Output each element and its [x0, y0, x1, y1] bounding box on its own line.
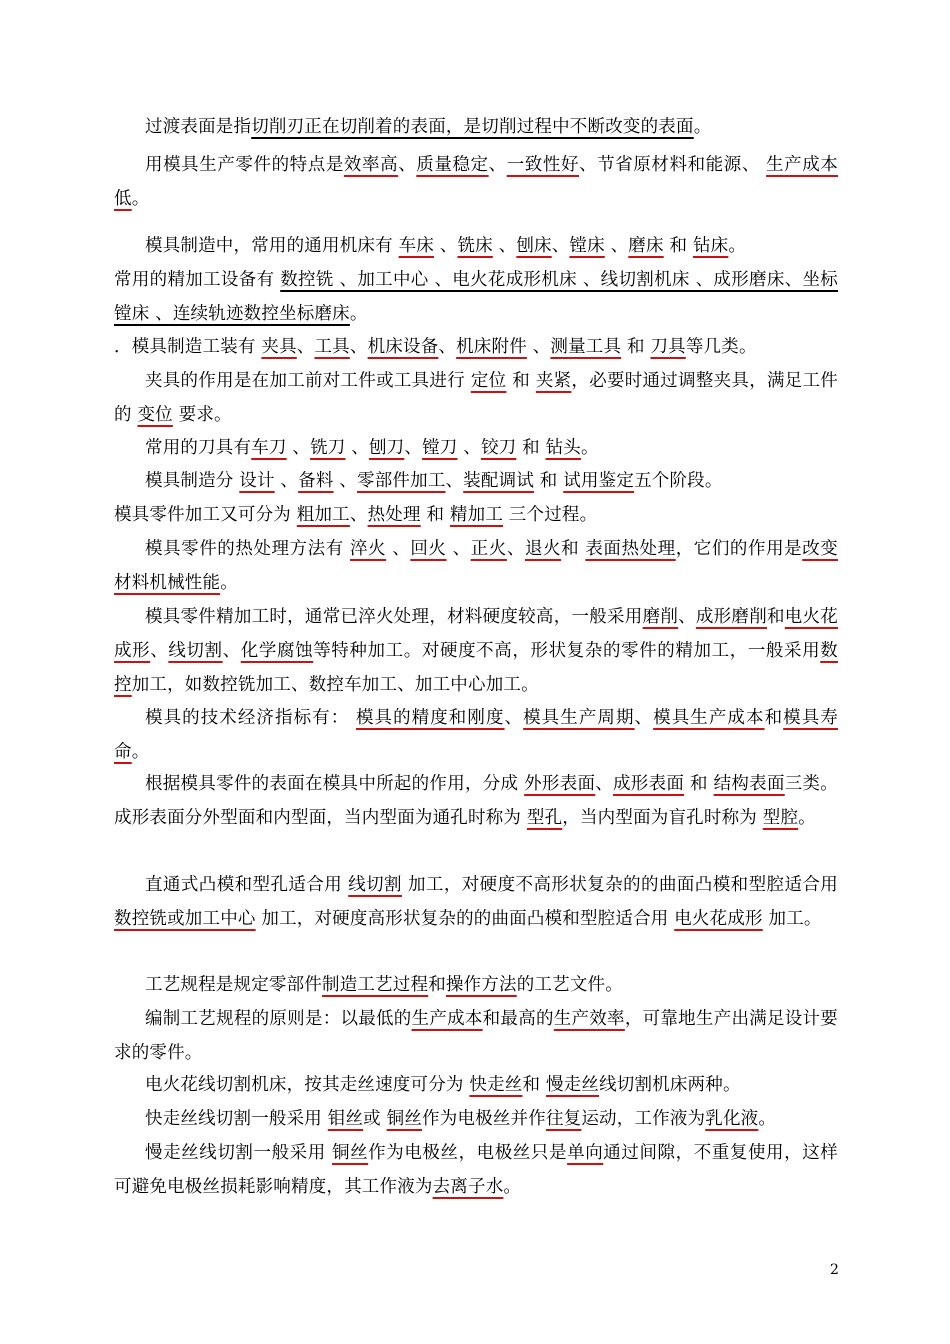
underlined-answer: 定位: [470, 371, 507, 391]
underlined-answer: 电火花成形: [674, 909, 763, 929]
text-run: ，它们的作用是: [675, 539, 803, 559]
underlined-answer: 装配调试: [463, 471, 535, 491]
paragraph-3: [114, 229, 838, 263]
underlined-answer: 质量稳定: [416, 155, 489, 175]
text-run: 电火花线切割机床，按其走丝速度可分为: [145, 1075, 470, 1095]
underlined-answer: 磨床: [628, 236, 664, 256]
paragraph-18: [114, 1102, 838, 1136]
paragraph-14: [114, 868, 838, 936]
paragraph-1: [114, 110, 838, 144]
text-run: 快走丝线切割一般采用: [145, 1109, 328, 1129]
underlined-answer: 快走丝: [469, 1075, 523, 1095]
underlined-answer: 机床设备: [367, 337, 439, 357]
underlined-answer: 型孔: [526, 808, 563, 828]
underlined-answer: 效率高: [343, 155, 399, 175]
underlined-answer: 铣刀: [310, 438, 346, 458]
text-run: 、: [150, 641, 169, 661]
underlined-answer: 测量工具: [550, 337, 622, 357]
underlined-answer: 退火: [524, 539, 562, 559]
text-run: 模具制造中，常用的通用机床有: [145, 236, 399, 256]
text-run: 、: [445, 471, 464, 491]
text-run: 和: [420, 505, 450, 525]
underlined-answer: 钻床: [692, 236, 729, 256]
underlined-answer: 铜丝: [386, 1109, 423, 1129]
paragraph-17: [114, 1068, 838, 1102]
paragraph-4: [114, 263, 838, 331]
underlined-answer: 制造工艺过程: [322, 975, 429, 995]
text-run: 、: [438, 337, 457, 357]
underlined-answer: 慢走丝: [545, 1075, 600, 1095]
text-run: 、: [349, 505, 368, 525]
underlined-answer: 镗床: [569, 236, 605, 256]
text-run: 过渡表面是指: [145, 117, 252, 137]
underlined-answer: 设计: [239, 471, 275, 491]
underlined-answer: 乳化液: [705, 1109, 759, 1129]
underlined-answer: 模具的精度和刚度: [355, 708, 505, 728]
text-run: 和: [764, 708, 784, 728]
paragraph-10: [114, 532, 838, 600]
text-run: 。: [131, 189, 150, 209]
text-run: 。: [728, 236, 747, 256]
text-run: 、: [488, 155, 507, 175]
text-run: 和最高的: [482, 1009, 554, 1029]
text-run: 和: [561, 539, 586, 559]
text-run: 、: [333, 471, 358, 491]
text-run: 和: [766, 607, 785, 627]
text-run: 常用的刀具有: [145, 438, 252, 458]
text-run: 。: [503, 1177, 522, 1197]
underlined-answer: 数控铣或加工中心: [114, 909, 256, 929]
underlined-answer: 电火花成形: [114, 607, 839, 661]
underlined-answer: 铜丝: [332, 1143, 369, 1163]
underlined-answer: 单向: [567, 1143, 604, 1163]
text-run: 模具的技术经济指标有：: [145, 708, 356, 728]
underlined-answer: 钻头: [545, 438, 581, 458]
text-run: 加工，对硬度不高形状复杂的的曲面凸模和型腔适合用: [401, 875, 838, 895]
underlined-answer: 车刀: [251, 438, 287, 458]
text-run: 慢走丝线切割一般采用: [145, 1143, 332, 1163]
underlined-answer: 正火: [470, 539, 507, 559]
text-run: 、: [404, 438, 423, 458]
paragraph-8: [114, 464, 838, 498]
text-run: 三个过程。: [503, 505, 598, 525]
text-run: 、: [274, 471, 299, 491]
text-run: 夹具的作用是在加工前对工件或工具进行: [145, 371, 471, 391]
text-run: 。: [798, 808, 816, 828]
underlined-answer: 磨削: [642, 607, 679, 627]
text-run: 、: [551, 236, 570, 256]
underlined-answer: 钼丝: [327, 1109, 364, 1129]
paragraph-6: [114, 364, 838, 432]
underlined-answer: 成形磨削: [695, 607, 767, 627]
underlined-answer: 回火: [410, 539, 447, 559]
underlined-answer: 车床: [398, 236, 434, 256]
underlined-answer: 铰刀: [480, 438, 517, 458]
text-run: 或: [363, 1109, 387, 1129]
text-run: 和: [516, 438, 546, 458]
underlined-answer: 生产成本低: [114, 155, 838, 209]
text-run: 。: [349, 304, 368, 324]
underlined-answer: 外形表面: [524, 774, 596, 794]
text-run: 加工，如数控铣加工、数控车加工、加工中心加工。: [131, 675, 539, 695]
underlined-answer: 成形表面: [613, 774, 685, 794]
underlined-answer: 镗刀: [422, 438, 458, 458]
text-run: 作为电极丝并作: [422, 1109, 546, 1129]
underlined-answer: 型腔: [762, 808, 799, 828]
text-run: 、: [398, 155, 417, 175]
text-run: 。: [758, 1109, 777, 1129]
text-run: 、: [433, 236, 458, 256]
underlined-answer: 化学腐蚀: [240, 641, 314, 661]
text-run: ，当内型面为盲孔时称为: [562, 808, 763, 828]
text-run: ，必要时通过调整夹具，满足工件的: [114, 371, 838, 425]
paragraph-15: [114, 968, 838, 1002]
text-run: 、: [634, 708, 654, 728]
text-run: 编制工艺规程的原则是：以最低的: [145, 1009, 412, 1029]
text-run: 、: [526, 337, 551, 357]
paragraph-13: [114, 767, 838, 835]
underlined-answer: 刀具: [650, 337, 686, 357]
text-run: 和: [506, 371, 536, 391]
text-run: 、: [222, 641, 241, 661]
text-run: 五个阶段。: [634, 471, 723, 491]
underlined-answer: 改变材料机械性能: [114, 539, 839, 593]
paragraph-7: [114, 431, 838, 465]
text-run: 加工。: [762, 909, 822, 929]
text-run: 模具零件加工又可分为: [114, 505, 297, 525]
underlined-answer: 夹具: [261, 337, 297, 357]
text-run: 和: [534, 471, 564, 491]
underlined-answer: 夹紧: [535, 371, 572, 391]
underlined-answer: 线切割: [168, 641, 223, 661]
underlined-answer: 模具生产成本: [653, 708, 765, 728]
text-run: 、: [286, 438, 311, 458]
text-run: ．模具制造工装有: [114, 337, 262, 357]
underlined-answer: 试用鉴定: [563, 471, 635, 491]
text-run: 。: [220, 573, 238, 593]
text-run: 和: [684, 774, 714, 794]
page-number: 2: [830, 1262, 839, 1278]
text-run: 。: [693, 117, 712, 137]
text-run: 运动，工作液为: [581, 1109, 706, 1129]
underlined-answer: 操作方法: [445, 975, 517, 995]
text-run: 。: [131, 742, 150, 762]
underlined-answer: 切削刃正在切削着的表面，是切削过程中不断改变的表面: [251, 117, 694, 137]
underlined-answer: 数控铣 、加工中心 、电火花成形机床 、线切割机床 、成形磨床、坐标镗床 、连续轨迹数控坐标磨床: [114, 270, 838, 324]
text-run: 、: [457, 438, 481, 458]
underlined-answer: 备料: [298, 471, 334, 491]
underlined-answer: 工具: [314, 337, 350, 357]
underlined-answer: 模具生产周期: [523, 708, 635, 728]
paragraph-16: [114, 1002, 838, 1070]
underlined-answer: 铣床: [457, 236, 493, 256]
underlined-answer: 机床附件: [456, 337, 527, 357]
text-run: 的工艺文件。: [516, 975, 623, 995]
underlined-answer: 刨床: [516, 236, 552, 256]
underlined-answer: 淬火: [349, 539, 387, 559]
underlined-answer: 精加工: [449, 505, 504, 525]
text-run: 直通式凸模和型孔适合用: [145, 875, 349, 895]
text-run: 根据模具零件的表面在模具中所起的作用，分成: [145, 774, 525, 794]
paragraph-9: [114, 498, 838, 532]
text-run: 、: [386, 539, 411, 559]
text-run: 要求。: [172, 405, 232, 425]
underlined-answer: 刨刀: [368, 438, 405, 458]
text-run: 、: [506, 539, 525, 559]
underlined-answer: 生产成本: [411, 1009, 483, 1029]
paragraph-12: [114, 701, 838, 769]
text-run: 、: [604, 236, 629, 256]
text-run: ，可靠地生产出满足设计要求的零件。: [114, 1009, 839, 1063]
text-run: 、: [345, 438, 369, 458]
text-run: 三类。成形表面分外型面和内型面，当内型面为通孔时称为: [114, 774, 838, 828]
paragraph-11: [114, 600, 838, 702]
text-run: 和: [621, 337, 651, 357]
underlined-answer: 数控: [114, 641, 838, 695]
paragraph-5: [114, 330, 838, 364]
text-run: 用模具生产零件的特点是: [145, 155, 344, 175]
text-run: 通过间隙，不重复使用，这样可避免电极丝损耗影响精度，其工作液为: [114, 1143, 838, 1197]
underlined-answer: 模具寿命: [114, 708, 838, 762]
text-run: 。: [580, 438, 599, 458]
text-run: 、: [492, 236, 517, 256]
text-run: 作为电极丝，电极丝只是: [368, 1143, 568, 1163]
underlined-answer: 线切割: [348, 875, 402, 895]
text-run: 、: [349, 337, 368, 357]
text-run: 模具零件的热处理方法有: [145, 539, 350, 559]
text-run: 和: [522, 1075, 546, 1095]
paragraph-2: [114, 148, 838, 216]
text-run: 工艺规程是规定零部件: [145, 975, 322, 995]
text-run: 加工，对硬度高形状复杂的的曲面凸模和型腔适合用: [255, 909, 675, 929]
underlined-answer: 去离子水: [432, 1177, 504, 1197]
text-run: 常用的精加工设备有: [114, 270, 281, 290]
underlined-answer: 表面热处理: [585, 539, 676, 559]
underlined-answer: 生产效率: [553, 1009, 625, 1029]
text-run: 和: [663, 236, 693, 256]
text-run: 、: [595, 774, 614, 794]
underlined-answer: 变位: [137, 405, 173, 425]
underlined-answer: 零部件加工: [357, 471, 446, 491]
text-run: 线切割机床两种。: [599, 1075, 741, 1095]
text-run: 、: [504, 708, 524, 728]
text-run: 、: [446, 539, 471, 559]
underlined-answer: 往复: [545, 1109, 582, 1129]
text-run: 等几类。: [685, 337, 757, 357]
text-run: 、: [678, 607, 696, 627]
text-run: 模具制造分: [145, 471, 240, 491]
underlined-answer: 热处理: [367, 505, 421, 525]
underlined-answer: 粗加工: [296, 505, 350, 525]
text-run: 、节省原材料和能源、: [579, 155, 767, 175]
text-run: 等特种加工。对硬度不高，形状复杂的零件的精加工，一般采用: [313, 641, 821, 661]
text-run: 和: [428, 975, 446, 995]
underlined-answer: 一致性好: [506, 155, 580, 175]
text-run: 、: [296, 337, 315, 357]
text-run: 模具零件精加工时，通常已淬火处理，材料硬度较高，一般采用: [145, 607, 643, 627]
paragraph-19: [114, 1136, 838, 1204]
underlined-answer: 结构表面: [713, 774, 785, 794]
